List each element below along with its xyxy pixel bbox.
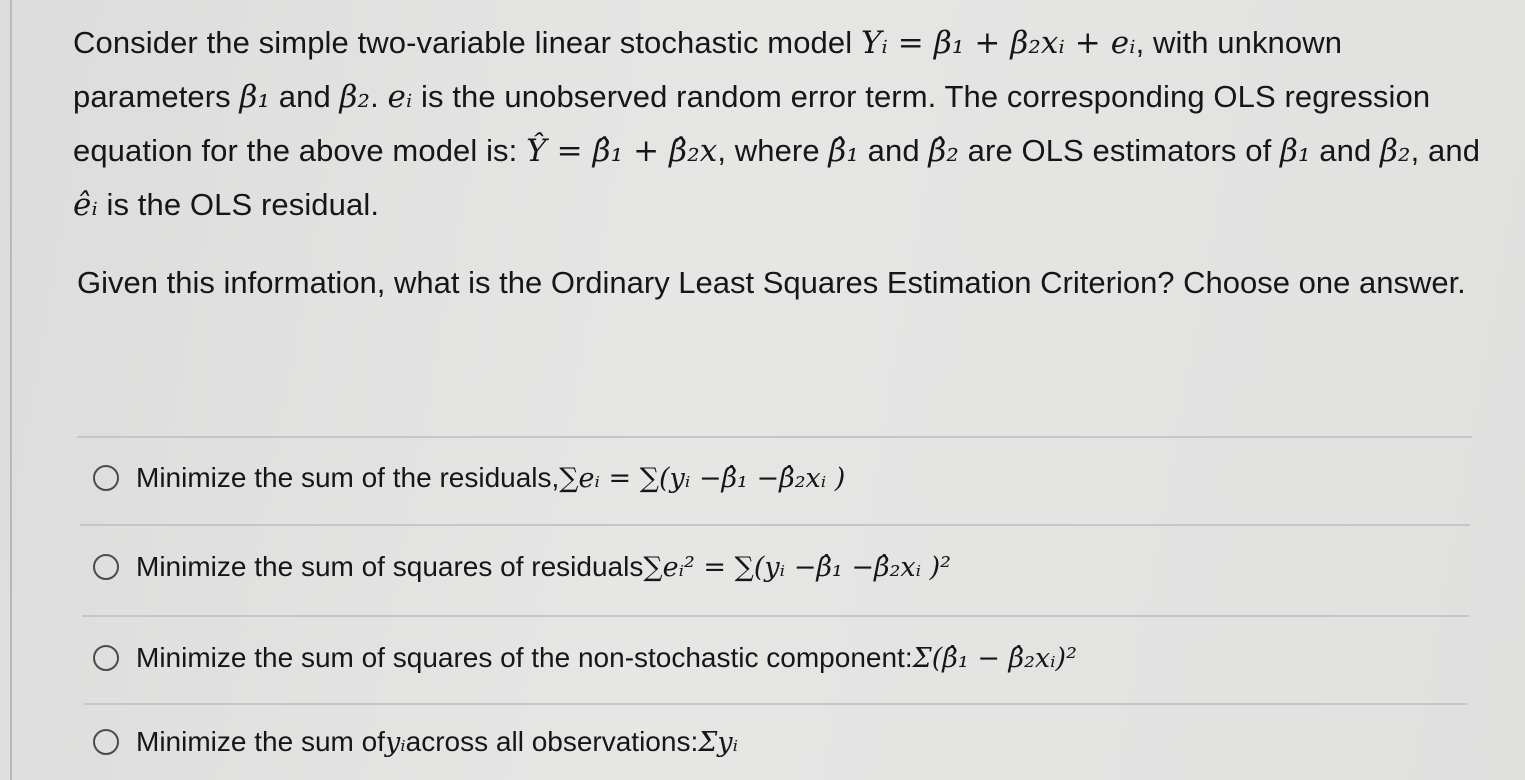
beta2-hat-symbol: β̂₂: [928, 133, 959, 169]
beta1-hat-symbol: β̂₁: [828, 133, 859, 169]
beta1-symbol: β₁: [1280, 133, 1311, 169]
option-label: Minimize the sum of: [136, 726, 385, 757]
option-label: Minimize the sum of the residuals,: [136, 462, 560, 493]
answer-option-4[interactable]: [93, 720, 738, 764]
question-prompt: Given this information, what is the Ordinary Least Squares Estimation Criterion? Choose one answer.: [77, 265, 1466, 300]
option-formula: ∑eᵢ = ∑(yᵢ −β̂₁ −β̂₂xᵢ ): [559, 462, 846, 494]
residual-symbol: êᵢ: [73, 187, 98, 223]
error-term-symbol: eᵢ: [387, 79, 413, 115]
question-text: and: [270, 79, 340, 114]
question-text: is the OLS residual.: [97, 187, 380, 222]
model-equation: Yᵢ = β₁ + β₂xᵢ + eᵢ: [860, 25, 1136, 61]
question-text: , with unknown parameters: [73, 25, 1343, 114]
radio-button-icon[interactable]: [93, 645, 119, 671]
question-text: Consider the simple two-variable linear stochastic model: [73, 25, 861, 60]
option-formula: yᵢ: [384, 726, 406, 758]
option-formula: Σ(β̂₁ − β̂₂xᵢ)²: [912, 642, 1077, 674]
beta1-symbol: β₁: [239, 79, 271, 115]
question-text: , and: [1410, 133, 1481, 168]
radio-button-icon[interactable]: [93, 554, 119, 580]
radio-button-icon[interactable]: [93, 465, 119, 491]
radio-button-icon[interactable]: [93, 729, 119, 755]
option-formula: Σyᵢ: [698, 726, 739, 758]
beta2-symbol: β₂: [1380, 133, 1411, 169]
beta2-symbol: β₂: [339, 79, 371, 115]
option-divider: [77, 436, 1472, 438]
option-label: Minimize the sum of squares of the non-stochastic component:: [136, 642, 913, 673]
question-text: is the unobserved random error term. The corresponding OLS regression equation for the above model is:: [73, 79, 1431, 168]
option-divider: [84, 703, 1467, 705]
option-divider: [80, 524, 1470, 526]
question-paragraph: [73, 16, 1493, 232]
option-divider: [82, 615, 1469, 617]
page-left-border: [10, 0, 12, 780]
question-text: and: [1310, 133, 1381, 168]
question-text: and: [858, 133, 929, 168]
ols-equation: Ŷ = β̂₁ + β̂₂x: [526, 133, 718, 169]
option-formula: ∑eᵢ² = ∑(yᵢ −β̂₁ −β̂₂xᵢ )²: [643, 551, 951, 583]
answer-option-3[interactable]: [93, 636, 1077, 680]
option-label: across all observations:: [405, 726, 699, 757]
question-text: .: [370, 79, 388, 114]
option-label: Minimize the sum of squares of residuals: [136, 551, 644, 582]
answer-option-1[interactable]: [93, 456, 845, 500]
answer-option-2[interactable]: [93, 545, 951, 589]
question-text: are OLS estimators of: [958, 133, 1281, 168]
question-text: , where: [717, 133, 829, 168]
